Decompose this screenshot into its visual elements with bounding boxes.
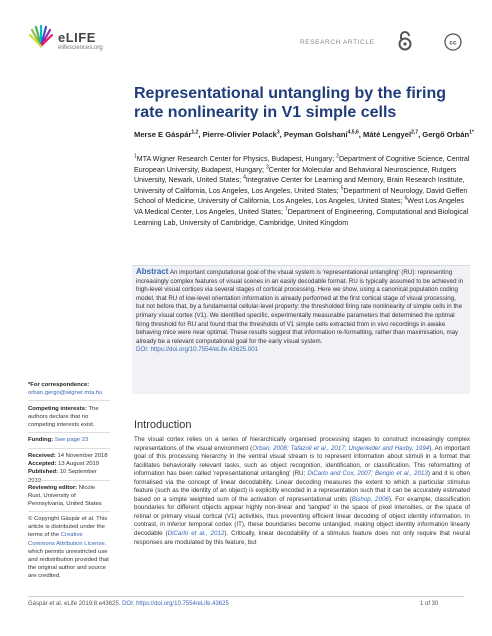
logo-url[interactable]: elifesciences.org: [58, 45, 103, 51]
abstract-text: An important computational goal of the visual system is 'representational untangling' (RU): representing increasingly complex features of visual scenes in an easily decodable format. RU is typically assumed to be achieved in high-level visual cortices via several stages of cortical processing. Here we show, using a canonical population coding model, that RU of low-level orientation information is already performed at the first cortical stage of visual processing, but not before that, by a fundamental cellular-level property: the thresholded firing rate nonlinearity of simple cells in the primary visual cortex (V1). We identified specific, experimentally measurable parameters that determined the optimal firing threshold for RU and found that the thresholds of V1 simple cells extracted from in vivo recordings in awake behaving mice were near optimal. These results suggest that information re-formatting, rather than maximisation, may already be a relevant computational goal for the early visual system.: [136, 269, 464, 345]
svg-text:cc: cc: [449, 39, 457, 47]
elife-logo-icon: [28, 24, 54, 50]
logo-text: eLIFE: [58, 30, 96, 45]
footer-doi-link[interactable]: DOI: https://doi.org/10.7554/eLife.43625: [122, 601, 229, 607]
footer-citation: Gáspár et al. eLife 2019;8:e43625. DOI: https://doi.org/10.7554/eLife.43625: [28, 601, 229, 607]
author-name[interactable]: Máté Lengyel: [363, 130, 412, 139]
creative-commons-icon: [444, 33, 462, 51]
license-link[interactable]: Creative Commons Attribution License,: [28, 532, 107, 547]
correspondence-email[interactable]: orban.gergo@wigner.mta.hu: [28, 390, 103, 397]
correspondence-block: *For correspondence: orban.gergo@wigner.mta.hu: [28, 382, 103, 397]
citation-link[interactable]: Orban, 2008; Tafazoli et al., 2017; Ungerleider and Haxby, 1994: [252, 444, 430, 452]
author-name[interactable]: Pierre-Olivier Polack: [202, 130, 277, 139]
divider: [28, 511, 110, 512]
abstract-doi-link[interactable]: DOI: https://doi.org/10.7554/eLife.43625.001: [136, 346, 259, 354]
divider: [28, 448, 110, 449]
page-number: 1 of 30: [420, 601, 439, 607]
citation-link[interactable]: DiCarlo et al., 2012: [167, 530, 225, 538]
copyright: © Copyright Gáspár et al. This article is distributed under the terms of the Creative Commons Attribution License, which permits unrestricted use and redistribution provided that the original author and source are credited.: [28, 516, 109, 580]
citation-link[interactable]: DiCarlo and Cox, 2007; Bengio et al., 2013: [307, 470, 428, 478]
open-access-icon: [396, 31, 414, 51]
reviewing-editor: Reviewing editor: Nicole Rust, University of Pennsylvania, United States: [28, 485, 102, 508]
competing-interests: Competing interests: The authors declare that no competing interests exist.: [28, 406, 99, 429]
affiliations: $^1$MTA Wigner Research Center for Physics, Budapest, Hungary; $^2$Department of Cognitive Science, Central European University, Budapest, Hungary; $^3$Center for Molecular and Behavioral Neuroscience, Rutgers University, Newark, United States; $^4$Integrative Center for Learning and Memory, Brain Research Institute, University of California, Los Angeles, Los Angeles, United States; $^5$Department of Neurology, David Geffen School of Medicine, University of California, Los Angeles, Los Angeles, United States; $^6$West Los Angeles VA Medical Center, Los Angeles, United States; $^7$Department of Engineering, Computational and Biological Learning Lab, University of Cambridge, Cambridge, United Kingdom: [134, 153, 470, 227]
funding: Funding: See page 23: [28, 437, 89, 443]
abstract-label: Abstract: [136, 267, 169, 276]
citation-link[interactable]: Bishop, 2006: [351, 495, 389, 503]
divider: [28, 432, 110, 433]
article-title: Representational untangling by the firing rate nonlinearity in V1 simple cells: [134, 85, 447, 121]
divider: [28, 400, 110, 401]
article-type: RESEARCH ARTICLE: [300, 39, 375, 46]
dates: Received: 14 November 2018 Accepted: 13 August 2019 Published: 10 September 2019: [28, 453, 108, 484]
author-name[interactable]: Merse E Gáspár: [134, 130, 192, 139]
footer-divider: [28, 596, 464, 597]
author-list: Merse E Gáspár$^{1,2}$, Pierre-Olivier Polack$^3$, Peyman Golshani$^{4,5,6}$, Máté Lengyel$^{2,7}$, Gergő Orbán$^{1*}$: [134, 129, 474, 139]
abstract: [136, 268, 466, 355]
author-name[interactable]: Gergő Orbán: [422, 130, 470, 139]
divider: [28, 480, 110, 481]
introduction-text: The visual cortex relies on a series of hierarchically organised processing stages to construct increasingly complex representations of the visual environment (Orban, 2008; Tafazoli et al., 2017; Ungerleider and Haxby, 1994). An important goal of this processing hierarchy in the ventral visual stream is to represent information about stimuli in a format that facilitates behaviorally relevant tasks, such as object recognition, identification, or classification. This reformatting of information has been called 'representational untangling' (RU; DiCarlo and Cox, 2007; Bengio et al., 2013) and it is often formalised via the concept of linear decodability. Linear decoding measures the extent to which a particular stimulus feature (such as the identity of an object) is explicitly encoded in a representation such that it can be accurately estimated based on a simple weighted sum of the activation of representational units (Bishop, 2006). For example, classification boundaries for different objects appear highly non-linear and 'tangled' in the space of pixel intensities, or the space of retinal or primary visual cortical (V1) activities, thus preventing efficient linear decoding of object identity information. In contrast, in inferior temporal cortex (IT), these boundaries become untangled, making object identity information linearly decodable (DiCarlo et al., 2012). Critically, linear decodability of a stimulus feature does not only require that neural responses are modulated by this feature, but: [134, 436, 471, 546]
author-name[interactable]: Peyman Golshani: [283, 130, 348, 139]
funding-link[interactable]: See page 23: [54, 437, 89, 443]
section-heading: Introduction: [134, 419, 192, 431]
